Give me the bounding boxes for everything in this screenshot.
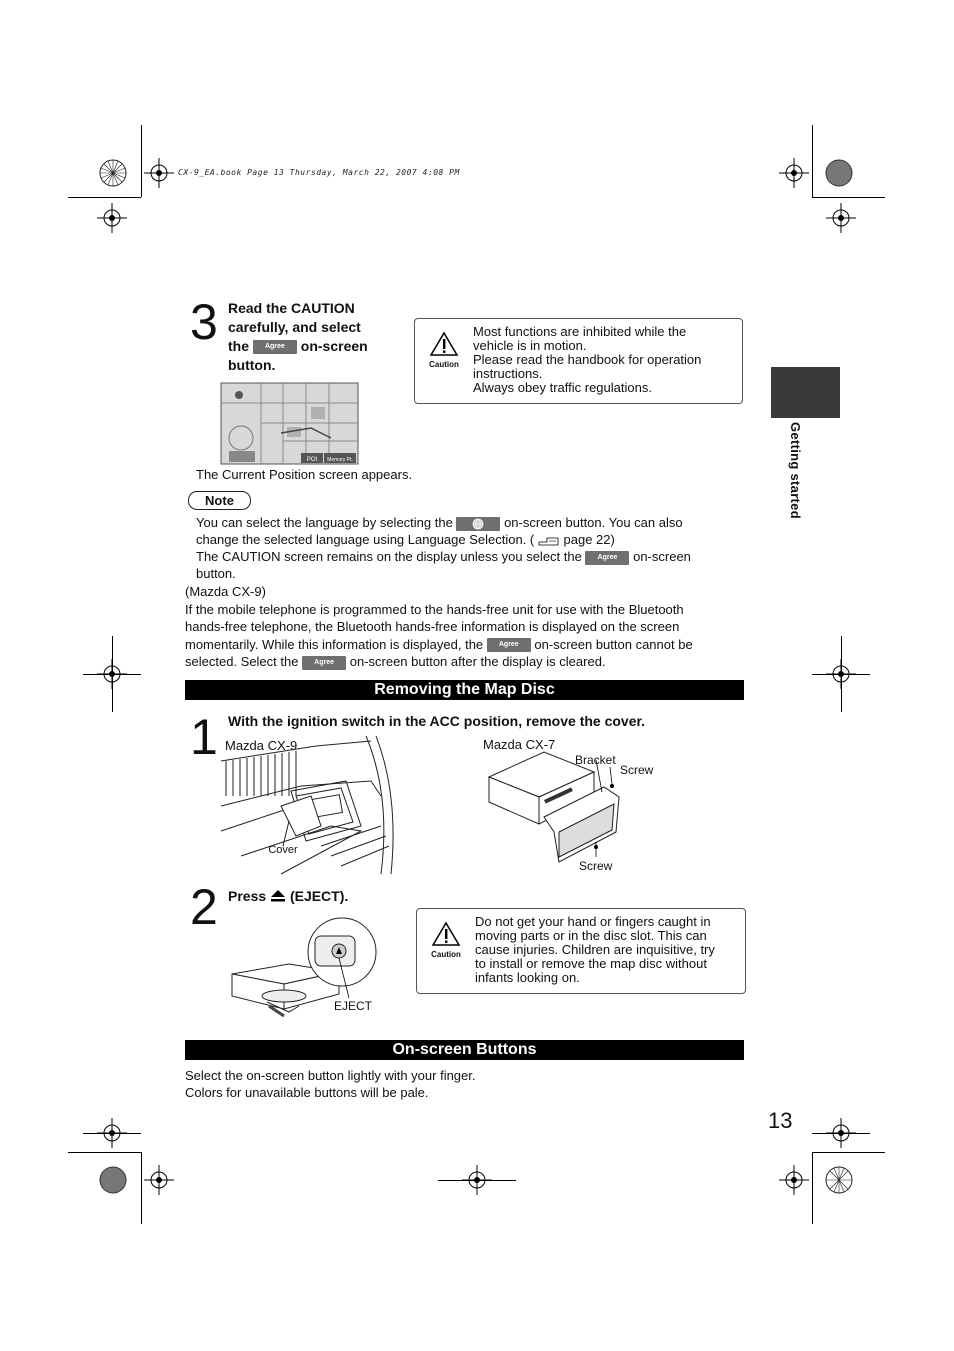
- language-button: [456, 517, 500, 531]
- mazda-note-span: on-screen button cannot be: [534, 636, 693, 652]
- crop-line: [812, 1152, 813, 1224]
- caution-line: to install or remove the map disc without: [475, 956, 707, 971]
- note-label: Note: [188, 491, 251, 510]
- step-line: [228, 337, 403, 356]
- note-line: button.: [196, 566, 236, 581]
- print-header: CX-9_EA.book Page 13 Thursday, March 22, 2007 4:08 PM: [178, 168, 460, 177]
- step-instruction: With the ignition switch in the ACC position, remove the cover.: [228, 713, 646, 729]
- step-text-span: Press: [228, 888, 267, 904]
- caution-label: Caution: [431, 950, 461, 959]
- mazda-note-span: selected. Select the: [185, 654, 299, 669]
- mazda-cx9-note: [185, 583, 745, 671]
- caution-line: vehicle is in motion.: [473, 338, 587, 353]
- caution-line: Do not get your hand or fingers caught in: [475, 914, 711, 929]
- note-text-span: The CAUTION screen remains on the display unless you select the: [196, 549, 582, 564]
- step-line: button.: [228, 357, 276, 373]
- crop-line: [141, 1152, 142, 1224]
- caution-text: [475, 915, 715, 985]
- caution-line: Always obey traffic regulations.: [473, 380, 652, 395]
- note-line: [196, 531, 736, 548]
- note-line: [196, 548, 736, 565]
- figure-label-cx7: Mazda CX-7: [483, 737, 556, 752]
- step-instruction: [228, 887, 348, 906]
- screw-callout-bottom: Screw: [579, 859, 613, 873]
- step-line: carefully, and select: [228, 319, 361, 335]
- registration-target-icon: [98, 158, 128, 188]
- mazda-note-line: If the mobile telephone is programmed to the hands-free unit for use with the Bluetooth: [185, 601, 684, 617]
- bracket-callout: Bracket: [575, 753, 616, 767]
- figure-label-cx9: Mazda CX-9: [225, 738, 298, 753]
- step-line-post: on-screen: [300, 338, 368, 354]
- crop-line: [141, 125, 142, 197]
- agree-button: Agree: [302, 656, 346, 670]
- step-line: Read the CAUTION: [228, 300, 355, 316]
- agree-button: Agree: [253, 340, 297, 354]
- crosshair-mark-icon: [779, 158, 809, 188]
- crosshair-mark-icon: [144, 1165, 174, 1195]
- eject-callout: EJECT: [333, 999, 373, 1013]
- caution-line: instructions.: [473, 366, 543, 381]
- cx9-dashboard-illustration: [221, 736, 396, 874]
- caution-box: [416, 908, 746, 994]
- globe-icon: [472, 518, 484, 530]
- caution-icon: [427, 331, 461, 369]
- registration-gray-circle-icon: [98, 1165, 128, 1195]
- note-text-span: on-screen: [633, 549, 691, 564]
- crop-line: [812, 197, 885, 198]
- crop-line: [83, 1133, 141, 1134]
- registration-gray-circle-icon: [824, 158, 854, 188]
- crop-line: [438, 1180, 516, 1181]
- caution-icon: [429, 921, 463, 959]
- warning-triangle-icon: [429, 331, 459, 357]
- buttons-line: Select the on-screen button lightly with your finger.: [185, 1068, 476, 1083]
- note-text-span: page 22): [563, 532, 615, 547]
- step-text-span: (EJECT).: [289, 888, 349, 904]
- section-heading-on-screen-buttons: On-screen Buttons: [185, 1040, 744, 1060]
- caution-line: Most functions are inhibited while the: [473, 324, 687, 339]
- mazda-note-line: hands-free telephone, the Bluetooth hands-free information is displayed on the screen: [185, 619, 680, 634]
- mazda-note-span: momentarily. While this information is displayed, the: [185, 636, 484, 652]
- crop-line: [68, 1152, 141, 1153]
- caution-line: Please read the handbook for operation: [473, 352, 702, 367]
- note-text-span: You can select the language by selecting the: [196, 515, 453, 530]
- step-instruction: [228, 299, 403, 375]
- caution-line: moving parts or in the disc slot. This can: [475, 928, 707, 943]
- crop-line: [812, 125, 813, 197]
- step-number: 3: [190, 294, 218, 350]
- note-text-span: on-screen button. You can also: [504, 515, 683, 530]
- mazda-note-span: on-screen button after the display is cleared.: [349, 654, 606, 669]
- caution-box: [414, 318, 743, 404]
- caution-text: [473, 325, 701, 395]
- crosshair-mark-icon: [826, 203, 856, 233]
- crop-line: [812, 1152, 885, 1153]
- buttons-line: Colors for unavailable buttons will be pale.: [185, 1085, 429, 1100]
- warning-triangle-icon: [431, 921, 461, 947]
- cover-callout: Cover: [268, 844, 298, 856]
- note-text-span: change the selected language using Language Selection. (: [196, 532, 535, 547]
- note-text: [196, 514, 736, 582]
- page-number: 13: [768, 1108, 793, 1133]
- current-position-screen-image: [221, 383, 358, 464]
- step-line-pre: the: [228, 338, 249, 354]
- screw-callout-top: Screw: [620, 763, 654, 777]
- crop-line: [112, 636, 113, 712]
- mazda-note-line: [185, 653, 745, 671]
- registration-target-icon: [824, 1165, 854, 1195]
- section-heading-removing-map-disc: Removing the Map Disc: [185, 680, 744, 700]
- screen-caption: The Current Position screen appears.: [196, 467, 413, 482]
- crosshair-mark-icon: [144, 158, 174, 188]
- note-line: [196, 514, 736, 531]
- mazda-note-line: [185, 636, 745, 654]
- agree-button: Agree: [487, 638, 531, 652]
- poi-button: POI: [306, 457, 318, 463]
- eject-icon: [270, 889, 286, 902]
- crop-line: [68, 197, 141, 198]
- cx7-unit-illustration: [484, 752, 654, 876]
- memory-point-button: Memory Pt.: [327, 457, 353, 463]
- buttons-description: [185, 1067, 476, 1101]
- side-tab-block: [771, 367, 840, 418]
- crop-line: [841, 636, 842, 712]
- agree-button: Agree: [585, 551, 629, 565]
- side-tab-label: Getting started: [788, 422, 803, 519]
- crosshair-mark-icon: [97, 203, 127, 233]
- eject-illustration: [229, 914, 381, 1016]
- step-number: 2: [190, 879, 218, 935]
- caution-line: infants looking on.: [475, 970, 580, 985]
- mazda-note-heading: (Mazda CX-9): [185, 584, 266, 599]
- step-number: 1: [190, 709, 218, 765]
- caution-label: Caution: [429, 360, 459, 369]
- crop-line: [812, 1133, 870, 1134]
- caution-line: cause injuries. Children are inquisitive, try: [475, 942, 715, 957]
- pointing-hand-icon: [538, 535, 560, 546]
- crosshair-mark-icon: [779, 1165, 809, 1195]
